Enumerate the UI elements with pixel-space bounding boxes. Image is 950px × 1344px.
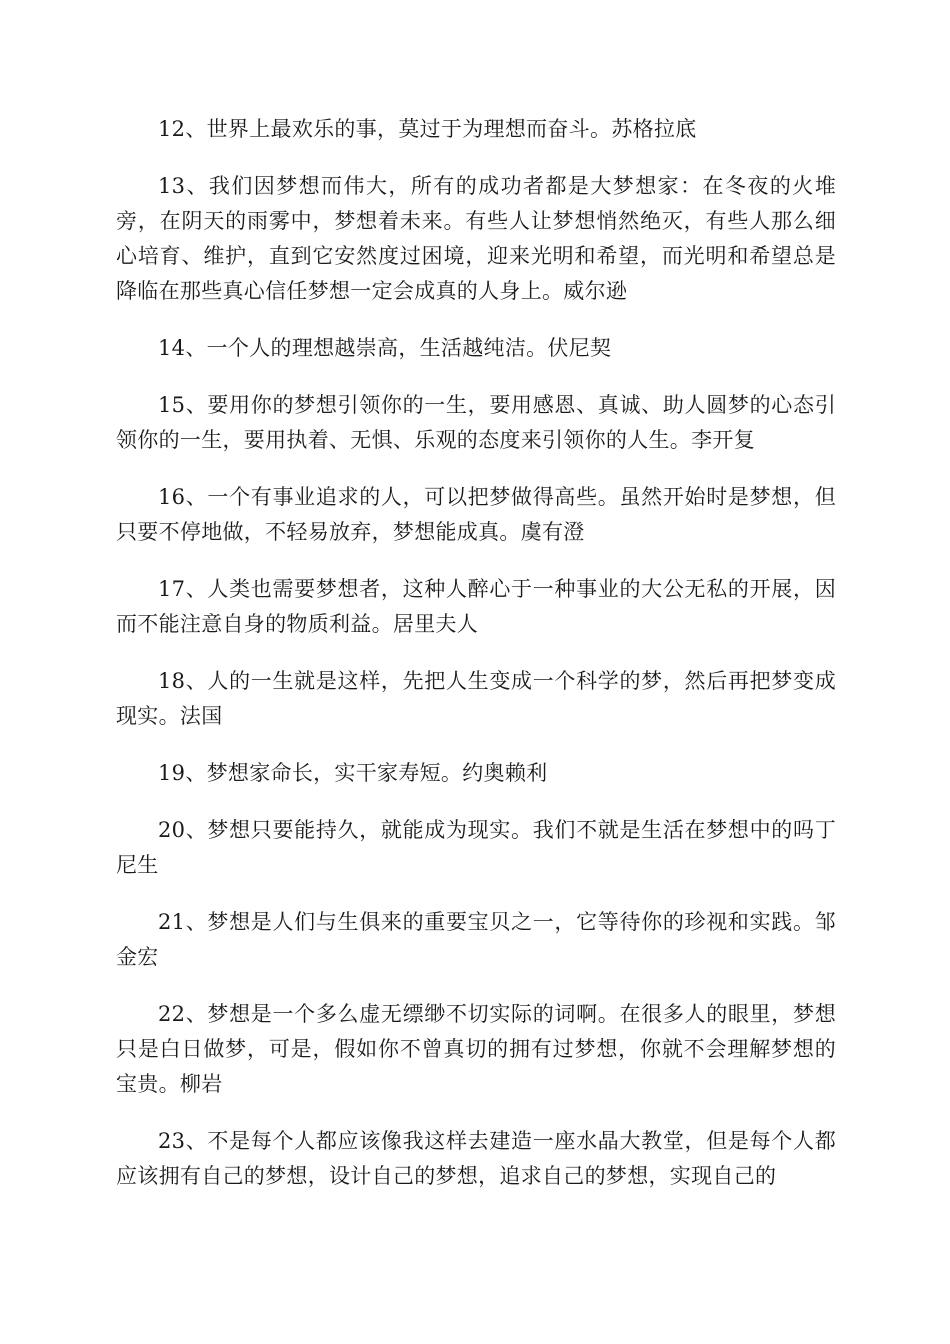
quote-paragraph-16: 16、一个有事业追求的人，可以把梦做得高些。虽然开始时是梦想，但只要不停地做，不轻易放弃，梦想能成真。虞有澄 <box>116 485 836 544</box>
quote-paragraph-13: 13、我们因梦想而伟大，所有的成功者都是大梦想家：在冬夜的火堆旁，在阴天的雨雾中，梦想着未来。有些人让梦想悄然绝灭，有些人那么细心培育、维护，直到它安然度过困境，迎来光明和希望，而光明和希望总是降临在那些真心信任梦想一定会成真的人身上。威尔逊 <box>116 174 836 303</box>
quote-paragraph-22: 22、梦想是一个多么虚无缥缈不切实际的词啊。在很多人的眼里，梦想只是白日做梦，可是，假如你不曾真切的拥有过梦想，你就不会理解梦想的宝贵。柳岩 <box>116 1002 836 1096</box>
quote-paragraph-12: 12、世界上最欢乐的事，莫过于为理想而奋斗。苏格拉底 <box>158 117 697 141</box>
quote-paragraph-15: 15、要用你的梦想引领你的一生，要用感恩、真诚、助人圆梦的心态引领你的一生，要用执着、无惧、乐观的态度来引领你的人生。李开复 <box>116 393 836 452</box>
quote-paragraph-21: 21、梦想是人们与生俱来的重要宝贝之一，它等待你的珍视和实践。邹金宏 <box>116 910 836 969</box>
quote-paragraph-19: 19、梦想家命长，实干家寿短。约奥赖利 <box>158 761 548 785</box>
quote-paragraph-18: 18、人的一生就是这样，先把人生变成一个科学的梦，然后再把梦变成现实。法国 <box>116 669 836 728</box>
quote-paragraph-17: 17、人类也需要梦想者，这种人醉心于一种事业的大公无私的开展，因而不能注意自身的物质利益。居里夫人 <box>116 577 836 636</box>
quote-paragraph-14: 14、一个人的理想越崇高，生活越纯洁。伏尼契 <box>158 336 612 360</box>
quote-paragraph-20: 20、梦想只要能持久，就能成为现实。我们不就是生活在梦想中的吗丁尼生 <box>116 818 836 877</box>
quote-paragraph-23: 23、不是每个人都应该像我这样去建造一座水晶大教堂，但是每个人都应该拥有自己的梦想，设计自己的梦想，追求自己的梦想，实现自己的 <box>116 1129 836 1188</box>
document-body <box>116 112 836 1216</box>
